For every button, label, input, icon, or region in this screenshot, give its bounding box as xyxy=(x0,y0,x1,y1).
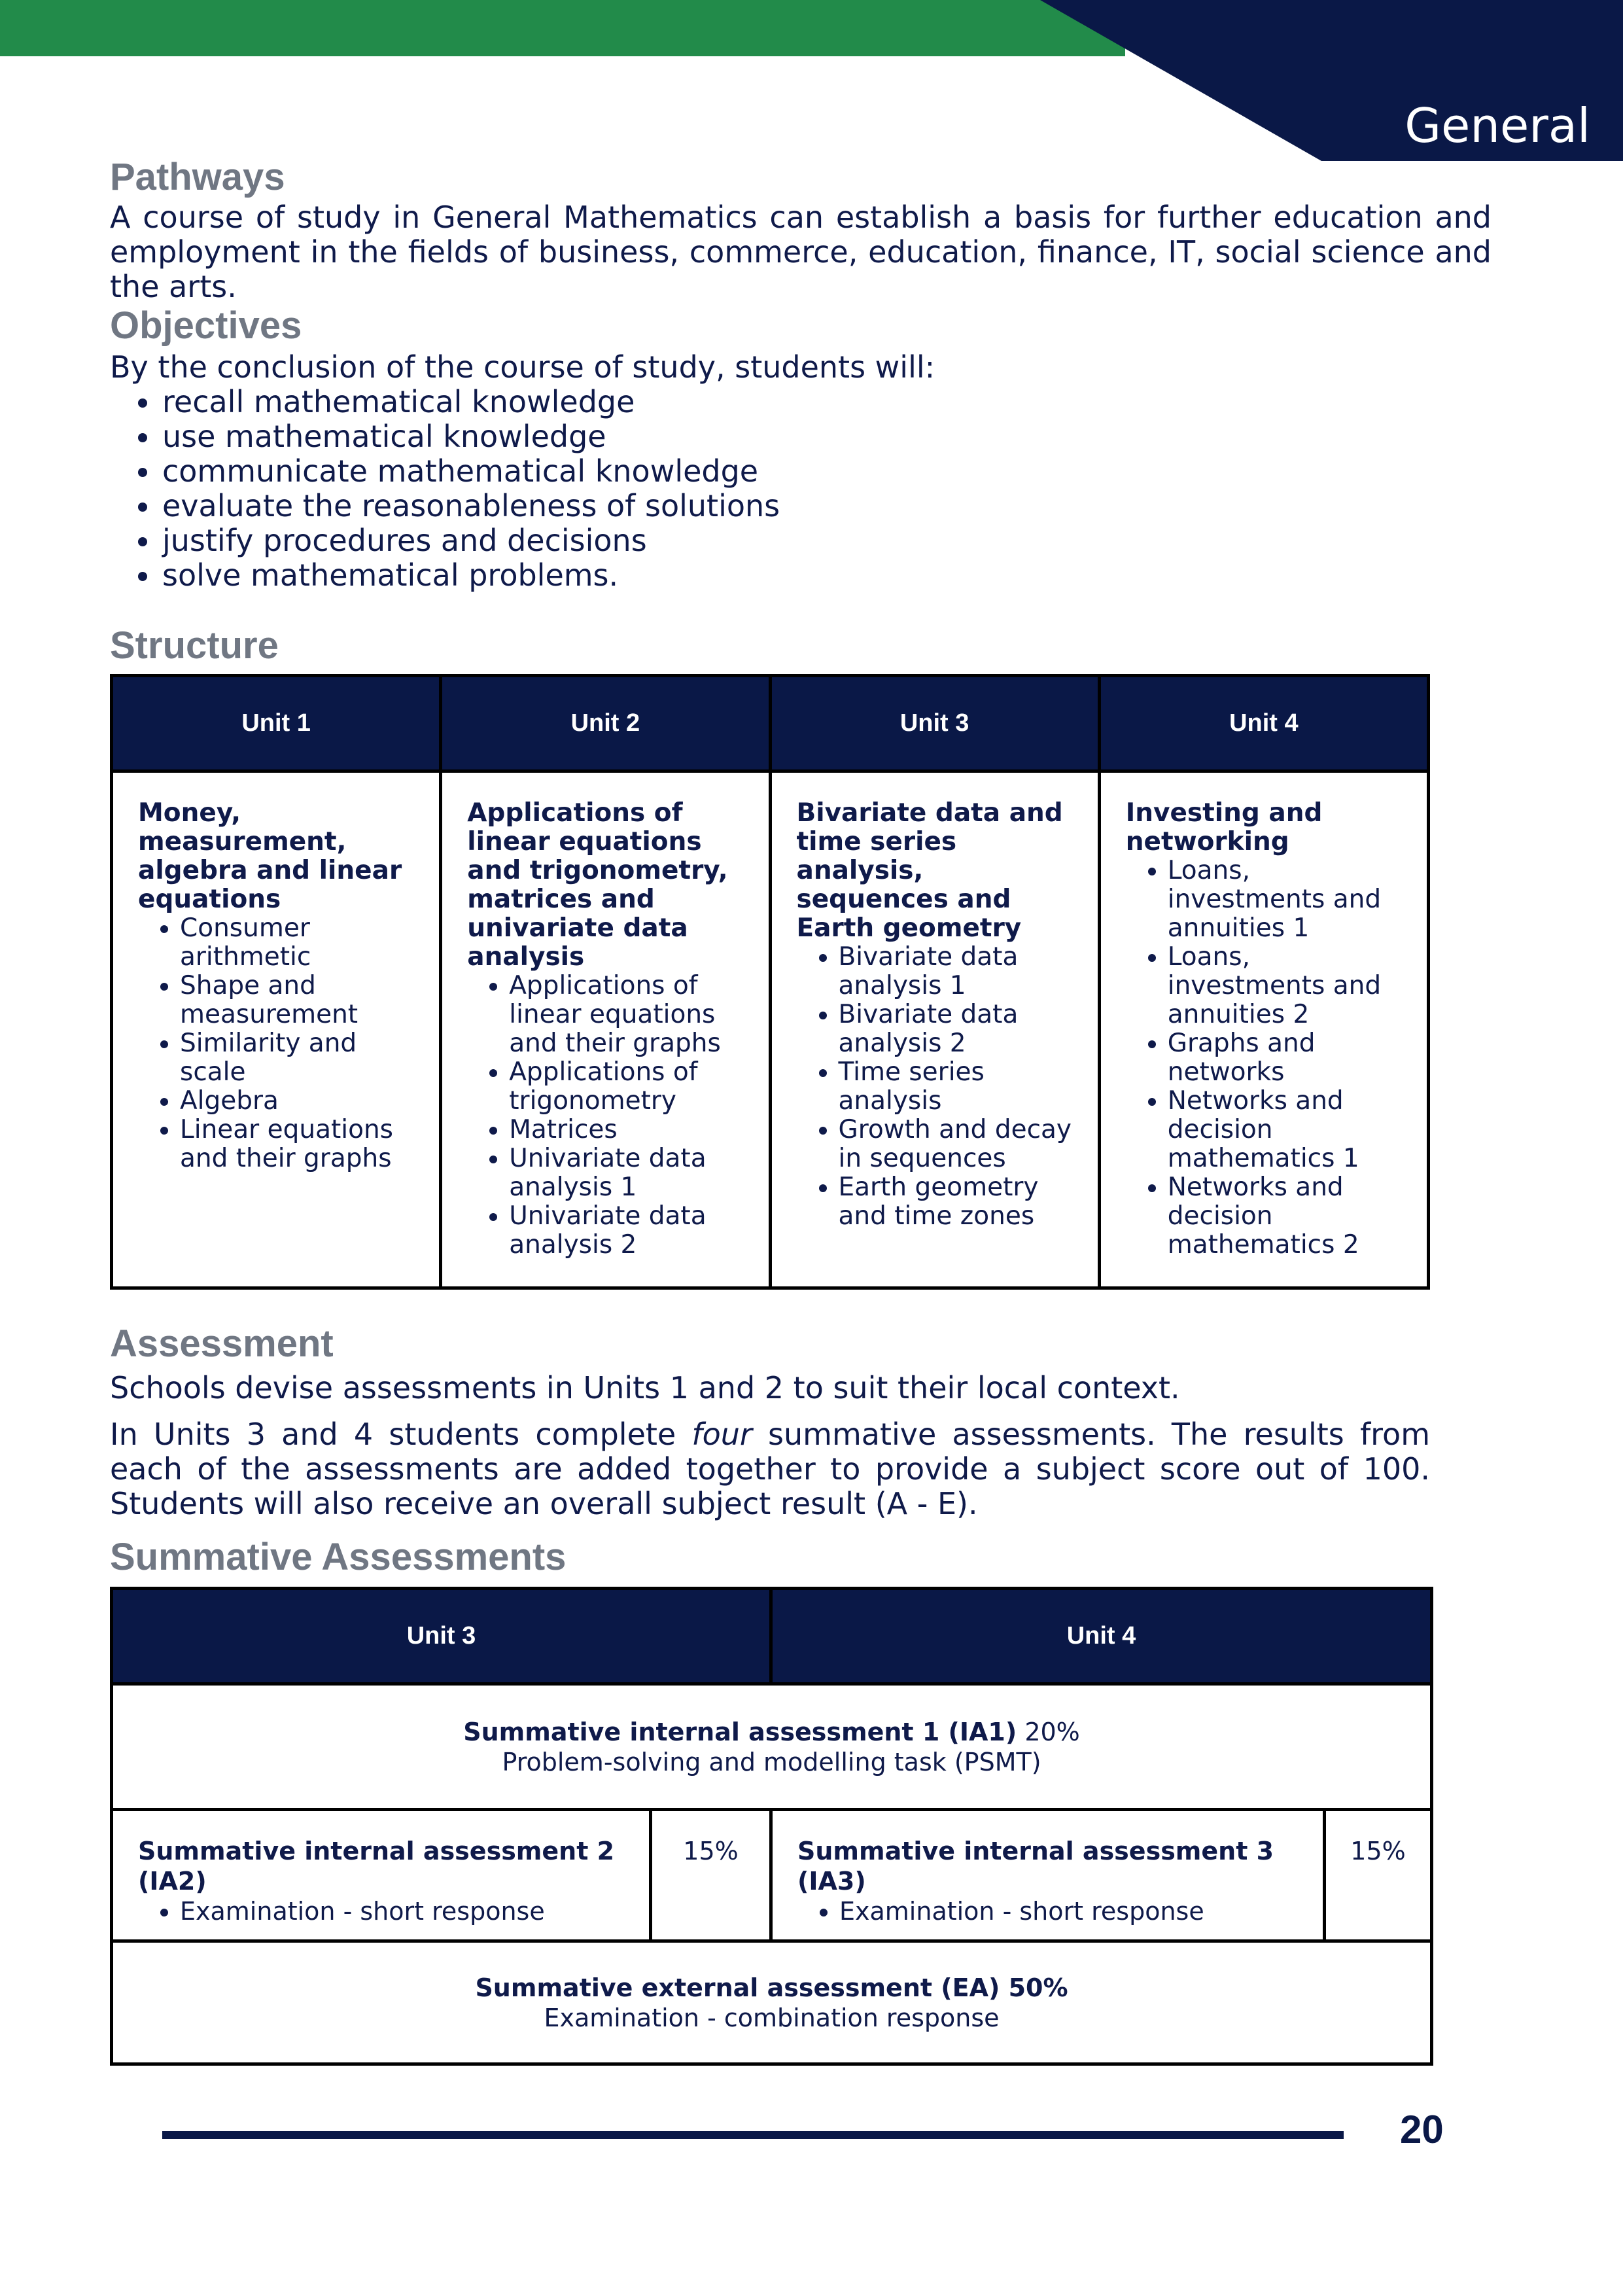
assessment-heading: Assessment xyxy=(110,1322,334,1365)
list-item: • Univariate data analysis 1 xyxy=(509,1144,744,1202)
unit-4-cell xyxy=(1099,771,1428,1288)
unit-1-header: Unit 1 xyxy=(112,676,441,771)
ea-description: Examination - combination response xyxy=(544,2003,1000,2032)
list-item: • Univariate data analysis 2 xyxy=(509,1202,744,1260)
unit-1-title: Money, measurement, algebra and linear equations xyxy=(138,798,402,914)
list-item: • Loans, investments and annuities 2 xyxy=(1168,943,1403,1029)
objectives-heading: Objectives xyxy=(110,304,302,347)
ia3-cell xyxy=(771,1810,1325,1941)
page-content xyxy=(110,156,1492,2066)
unit-3-cell xyxy=(770,771,1099,1288)
unit-4-title: Investing and networking xyxy=(1125,798,1323,857)
objectives-list xyxy=(110,385,1492,593)
structure-heading: Structure xyxy=(110,624,279,667)
assessment-p2-part: In Units 3 and 4 students complete xyxy=(110,1417,692,1452)
list-item: • Bivariate data analysis 1 xyxy=(839,943,1074,1000)
list-item: • Networks and decision mathematics 2 xyxy=(1168,1173,1403,1260)
list-item: • Matrices xyxy=(509,1116,744,1144)
list-item: • Bivariate data analysis 2 xyxy=(839,1000,1074,1058)
category-tag: General xyxy=(1405,98,1590,153)
list-item: • Applications of trigonometry xyxy=(509,1058,744,1116)
list-item: • communicate mathematical knowledge xyxy=(161,454,1492,489)
list-item: • Shape and measurement xyxy=(180,972,415,1029)
unit-2-title: Applications of linear equations and trigonometry, matrices and univariate data analysis xyxy=(467,798,728,972)
ia1-cell xyxy=(112,1684,1432,1810)
list-item: • Graphs and networks xyxy=(1168,1029,1403,1087)
assessment-p2-emphasis: four xyxy=(691,1417,752,1452)
pathways-text: A course of study in General Mathematics can establish a basis for further education and employment in the fields of business, commerce, education, finance, IT, social science and the arts. xyxy=(110,200,1492,304)
ia2-cell xyxy=(112,1810,651,1941)
list-item: • recall mathematical knowledge xyxy=(161,385,1492,419)
list-item: • Examination - short response xyxy=(180,1896,636,1926)
ia1-title: Summative internal assessment 1 (IA1) xyxy=(463,1717,1017,1746)
list-item: • Time series analysis xyxy=(839,1058,1074,1116)
list-item: • Algebra xyxy=(180,1087,415,1116)
list-item: • solve mathematical problems. xyxy=(161,558,1492,593)
ia3-weight: 15% xyxy=(1325,1810,1432,1941)
list-item: • Loans, investments and annuities 1 xyxy=(1168,857,1403,943)
unit-2-header: Unit 2 xyxy=(441,676,770,771)
page-number: 20 xyxy=(1400,2108,1444,2151)
ea-title: Summative external assessment (EA) 50% xyxy=(475,1973,1068,2002)
unit-1-cell xyxy=(112,771,441,1288)
unit-2-cell xyxy=(441,771,770,1288)
list-item: • Earth geometry and time zones xyxy=(839,1173,1074,1231)
list-item: • Linear equations and their graphs xyxy=(180,1116,415,1173)
list-item: • justify procedures and decisions xyxy=(161,523,1492,558)
ia2-title: Summative internal assessment 2 (IA2) xyxy=(138,1837,615,1896)
ea-cell xyxy=(112,1941,1432,2064)
unit-3-title: Bivariate data and time series analysis, sequences and Earth geometry xyxy=(796,798,1063,943)
unit-4-header: Unit 4 xyxy=(1099,676,1428,771)
footer-rule xyxy=(162,2131,1344,2139)
summative-heading: Summative Assessments xyxy=(110,1536,567,1578)
list-item: • Applications of linear equations and their graphs xyxy=(509,972,744,1058)
list-item: • Growth and decay in sequences xyxy=(839,1116,1074,1173)
unit-3-header: Unit 3 xyxy=(770,676,1099,771)
list-item: • Examination - short response xyxy=(839,1896,1310,1926)
assessment-p2 xyxy=(110,1417,1430,1521)
header-banner xyxy=(0,0,1623,164)
list-item: • evaluate the reasonableness of solutions xyxy=(161,489,1492,523)
summative-table xyxy=(110,1587,1433,2066)
list-item: • Consumer arithmetic xyxy=(180,914,415,972)
ia2-weight: 15% xyxy=(651,1810,771,1941)
assessment-p2-part: summative assessments. The results from each of the assessments are added together to provide a subject score out of 100. Students will also receive an overall subject result (A - E). xyxy=(110,1417,1430,1521)
list-item: • use mathematical knowledge xyxy=(161,419,1492,454)
list-item: • Similarity and scale xyxy=(180,1029,415,1087)
structure-table xyxy=(110,674,1430,1290)
assessment-p1: Schools devise assessments in Units 1 and 2 to suit their local context. xyxy=(110,1370,1180,1405)
unit-4-header: Unit 4 xyxy=(771,1589,1432,1684)
ia1-weight: 20% xyxy=(1024,1717,1080,1746)
unit-3-header: Unit 3 xyxy=(112,1589,771,1684)
objectives-intro: By the conclusion of the course of study, students will: xyxy=(110,349,935,385)
pathways-heading: Pathways xyxy=(110,156,285,198)
ia3-title: Summative internal assessment 3 (IA3) xyxy=(797,1837,1274,1896)
ia1-description: Problem-solving and modelling task (PSMT) xyxy=(502,1747,1041,1776)
list-item: • Networks and decision mathematics 1 xyxy=(1168,1087,1403,1173)
